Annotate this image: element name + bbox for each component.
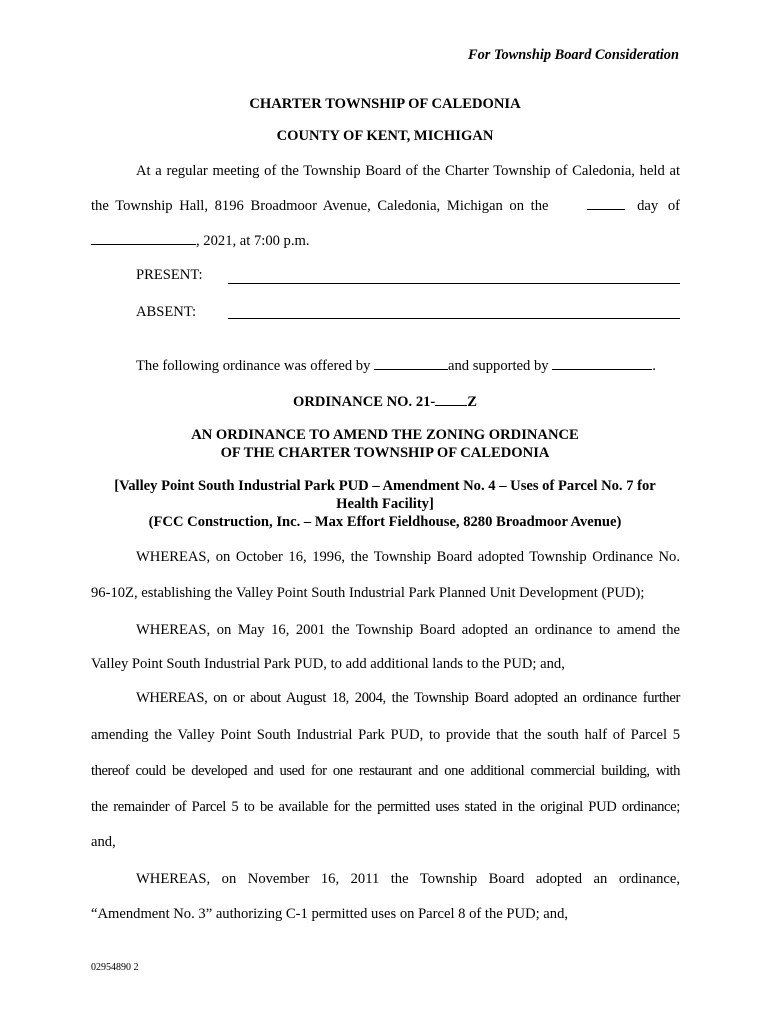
meeting-date-text: , 2021, at 7:00 p.m.	[196, 233, 310, 249]
offered-end: .	[652, 358, 656, 374]
meeting-day-of-text: day of	[637, 198, 680, 214]
present-line	[228, 283, 680, 284]
present-label: PRESENT:	[136, 267, 203, 283]
offered-line	[136, 358, 656, 375]
ordinance-number-prefix: ORDINANCE NO. 21-	[292, 394, 436, 410]
ordinance-number	[0, 394, 770, 411]
absent-line	[228, 318, 680, 319]
meeting-line-2	[91, 198, 680, 215]
whereas-4-line-1: WHEREAS, on November 16, 2011 the Township Board adopted an ordinance,	[136, 871, 680, 887]
day-blank	[587, 208, 625, 210]
whereas-1-line-2: 96-10Z, establishing the Valley Point South Industrial Park Planned Unit Development (PUD);	[91, 585, 645, 601]
whereas-2-line-1: WHEREAS, on May 16, 2001 the Township Board adopted an ordinance to amend the	[136, 622, 680, 638]
offered-by-blank	[374, 368, 448, 370]
ordinance-title-line-2: OF THE CHARTER TOWNSHIP OF CALEDONIA	[220, 445, 550, 461]
title-county: COUNTY OF KENT, MICHIGAN	[276, 128, 494, 144]
whereas-3-line-2: amending the Valley Point South Industrial Park PUD, to provide that the south half of Parcel 5	[91, 727, 680, 743]
ordinance-number-blank	[435, 404, 467, 406]
ordinance-subtitle-line-1: [Valley Point South Industrial Park PUD – Amendment No. 4 – Uses of Parcel No. 7 for	[114, 478, 656, 494]
ordinance-number-suffix: Z	[467, 394, 478, 410]
whereas-3-line-4: the remainder of Parcel 5 to be available for the permitted uses stated in the original PUD ordinance;	[91, 799, 680, 815]
supported-by-blank	[552, 368, 652, 370]
ordinance-subtitle-line-2: Health Facility]	[336, 496, 434, 512]
meeting-location-text: the Township Hall, 8196 Broadmoor Avenue, Caledonia, Michigan on the	[91, 198, 549, 214]
meeting-line-3	[91, 233, 310, 250]
whereas-4-line-2: “Amendment No. 3” authorizing C-1 permitted uses on Parcel 8 of the PUD; and,	[91, 906, 569, 922]
meeting-day-blank-group	[587, 198, 680, 215]
ordinance-title-line-1: AN ORDINANCE TO AMEND THE ZONING ORDINANCE	[191, 427, 579, 443]
title-township: CHARTER TOWNSHIP OF CALEDONIA	[249, 96, 521, 112]
header-note: For Township Board Consideration	[467, 47, 679, 63]
absent-label: ABSENT:	[136, 304, 197, 320]
whereas-2-line-2: Valley Point South Industrial Park PUD, to add additional lands to the PUD; and,	[91, 656, 565, 672]
whereas-3-line-1: WHEREAS, on or about August 18, 2004, the Township Board adopted an ordinance further	[136, 690, 680, 706]
document-footer-id: 02954890 2	[91, 962, 139, 973]
whereas-3-line-5: and,	[91, 834, 116, 850]
whereas-1-line-1: WHEREAS, on October 16, 1996, the Township Board adopted Township Ordinance No.	[136, 549, 680, 565]
whereas-3-line-3: thereof could be developed and used for one restaurant and one additional commercial building, with	[91, 763, 680, 779]
supported-text: and supported by	[448, 358, 549, 374]
offered-text: The following ordinance was offered by	[136, 358, 371, 374]
month-blank	[91, 243, 196, 245]
ordinance-subtitle-line-3: (FCC Construction, Inc. – Max Effort Fieldhouse, 8280 Broadmoor Avenue)	[148, 514, 622, 530]
meeting-line-1: At a regular meeting of the Township Board of the Charter Township of Caledonia, held at	[136, 163, 680, 179]
